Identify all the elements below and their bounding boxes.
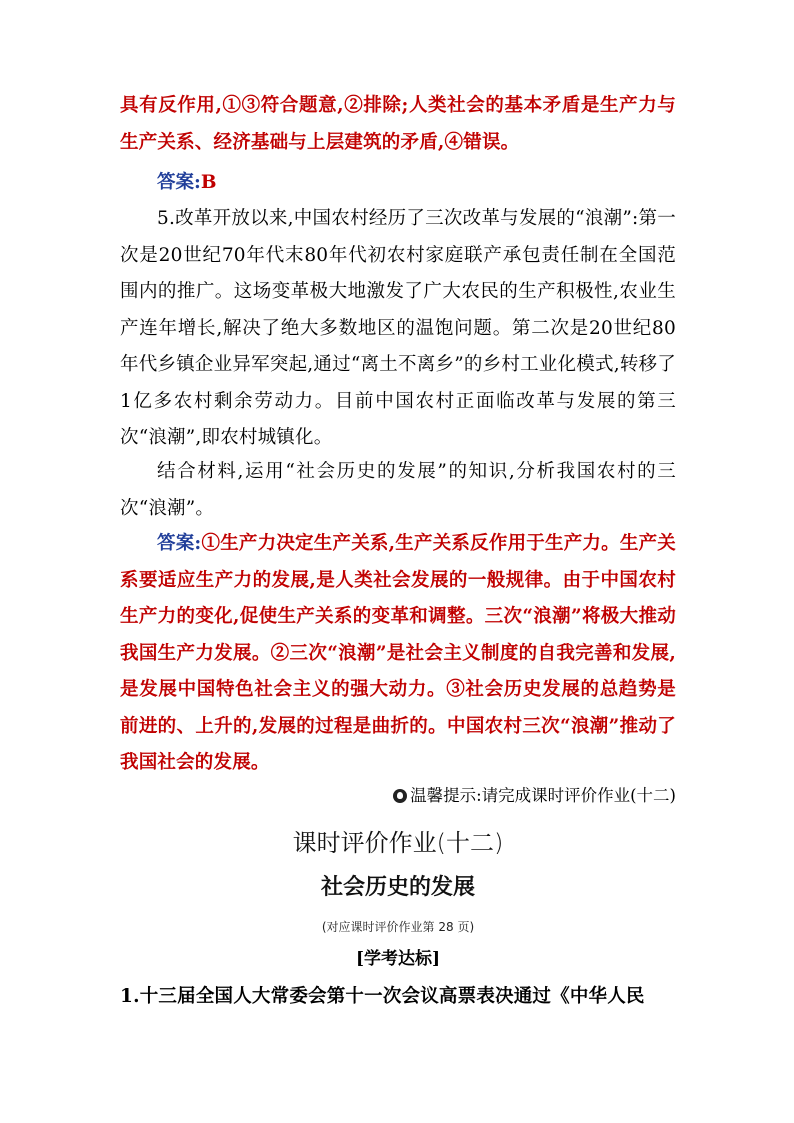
question-5-material: 5.改革开放以来,中国农村经历了三次改革与发展的“浪潮”:第一次是20世纪70年代末80年代初农村家庭联产承包责任制在全国范围内的推广。这场变革极大地激发了广大农民的生产积极性,农业生产连年增长,解决了绝大多数地区的温饱问题。第二次是20世纪80年代乡镇企业异军突起,通过“离土不离乡”的乡村工业化模式,转移了1亿多农村剩余劳动力。目前中国农村正面临改革与发展的第三次“浪潮”,即农村城镇化。 [120,208,676,448]
section-label: [学考达标] [355,949,441,969]
question-1-start: 1.十三届全国人大常委会第十一次会议高票表决通过《中华人民 [120,986,645,1007]
homework-subtitle: 社会历史的发展 [320,875,475,900]
homework-title: 课时评价作业(十二) [292,829,504,857]
answer-text: ①生产力决定生产关系,生产关系反作用于生产力。生产关系要适应生产力的发展,是人类社会发展的一般规律。由于中国农村生产力的变化,促使生产关系的变革和调整。三次“浪潮”将极大推动我国生产力发展。②三次“浪潮”是社会主义制度的自我完善和发展,是发展中国特色社会主义的强大动力。③社会历史发展的总趋势是前进的、上升的,发展的过程是曲折的。中国农村三次“浪潮”推动了我国社会的发展。 [120,533,676,773]
question-5-answer [120,526,676,782]
answer-label: 答案: [157,533,202,554]
previous-answer-line [157,165,216,202]
answer-label: 答案: [157,172,201,193]
homework-reference: (对应课时评价作业第 28 页) [321,920,475,934]
previous-answer-explanation: 具有反作用,①③符合题意,②排除;人类社会的基本矛盾是生产力与生产关系、经济基础与上层建筑的矛盾,④错误。 [120,95,676,153]
tip-text: 温馨提示:请完成课时评价作业(十二) [410,786,676,805]
reminder-tip [393,781,676,811]
answer-value: B [200,172,217,193]
question-5-ask: 结合材料,运用“社会历史的发展”的知识,分析我国农村的三次“浪潮”。 [120,461,676,519]
lightbulb-icon [393,789,407,803]
